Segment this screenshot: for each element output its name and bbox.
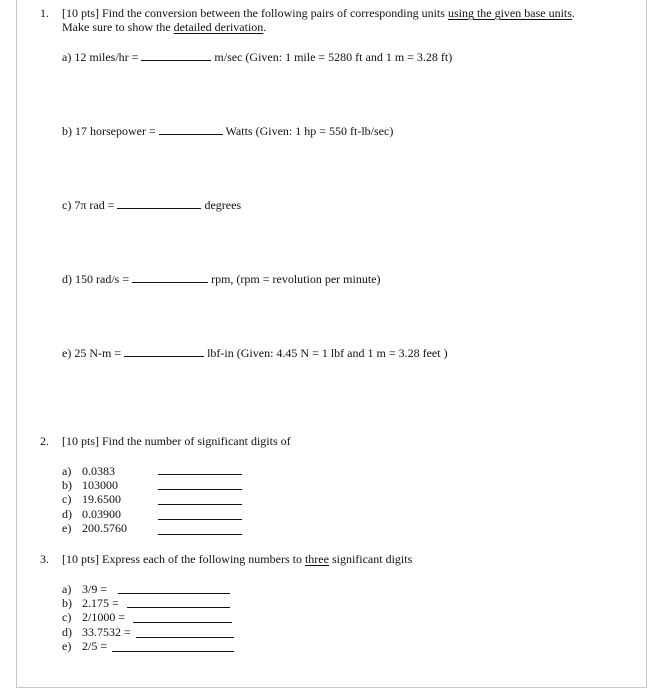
question-1-intro-text: [10 pts] Find the conversion between the following pairs of corresponding units bbox=[62, 6, 445, 20]
question-1-line2 bbox=[62, 20, 266, 34]
question-3-intro-underlined: three bbox=[304, 552, 329, 566]
q3-answer-line-e[interactable] bbox=[112, 651, 234, 652]
q2-answer-line-e[interactable] bbox=[158, 534, 242, 535]
question-1-line2-end: . bbox=[263, 20, 267, 34]
q2-item-c-value: 19.6500 bbox=[82, 492, 121, 506]
q1-item-b-blank[interactable] bbox=[159, 124, 223, 135]
q2-item-d bbox=[62, 507, 121, 521]
question-1-number: 1. bbox=[40, 6, 49, 20]
q3-item-d-label: d) bbox=[62, 625, 72, 639]
q1-item-c-lhs: c) 7π rad = bbox=[62, 198, 115, 212]
q3-item-e-label: e) bbox=[62, 639, 72, 653]
q3-item-d bbox=[62, 625, 131, 639]
q2-item-b bbox=[62, 478, 118, 492]
q3-item-c-label: c) bbox=[62, 610, 72, 624]
q1-item-d bbox=[62, 272, 381, 286]
q2-item-e bbox=[62, 521, 127, 535]
question-1-intro-underlined: using the given base units bbox=[447, 6, 572, 20]
q2-answer-line-c[interactable] bbox=[158, 504, 242, 505]
q1-item-b-rhs: Watts (Given: 1 hp = 550 ft-lb/sec) bbox=[225, 124, 394, 138]
q1-item-b-lhs: b) 17 horsepower = bbox=[62, 124, 156, 138]
page-frame bbox=[16, 0, 647, 688]
q2-item-b-label: b) bbox=[62, 478, 72, 492]
q2-item-a bbox=[62, 464, 115, 478]
question-2-intro: [10 pts] Find the number of significant digits of bbox=[62, 434, 291, 448]
question-1-intro-end: . bbox=[571, 6, 575, 20]
question-1-intro bbox=[62, 6, 575, 20]
q3-answer-line-d[interactable] bbox=[136, 637, 234, 638]
q3-item-a bbox=[62, 582, 107, 596]
q1-item-d-blank[interactable] bbox=[132, 272, 208, 283]
q1-item-a-blank[interactable] bbox=[141, 50, 211, 61]
q3-item-c bbox=[62, 610, 125, 624]
q1-item-e bbox=[62, 346, 448, 360]
question-3-intro bbox=[62, 552, 412, 566]
q3-item-d-value: 33.7532 = bbox=[82, 625, 131, 639]
q3-answer-line-c[interactable] bbox=[133, 622, 232, 623]
q1-item-e-lhs: e) 25 N-m = bbox=[62, 346, 122, 360]
q2-item-c-label: c) bbox=[62, 492, 72, 506]
q3-item-c-value: 2/1000 = bbox=[82, 610, 126, 624]
question-3-number: 3. bbox=[40, 552, 49, 566]
q1-item-b bbox=[62, 124, 393, 138]
q2-item-b-value: 103000 bbox=[82, 478, 118, 492]
q3-item-a-label: a) bbox=[62, 582, 72, 596]
q2-item-d-value: 0.03900 bbox=[82, 507, 121, 521]
q2-answer-line-b[interactable] bbox=[158, 489, 242, 490]
q2-answer-line-d[interactable] bbox=[158, 519, 242, 520]
q1-item-a-rhs: m/sec (Given: 1 mile = 5280 ft and 1 m = 3.28 ft) bbox=[214, 50, 453, 64]
q1-item-e-blank[interactable] bbox=[124, 346, 204, 357]
q3-answer-line-b[interactable] bbox=[127, 607, 230, 608]
q1-item-a-lhs: a) 12 miles/hr = bbox=[62, 50, 139, 64]
q3-item-e-value: 2/5 = bbox=[82, 639, 108, 653]
q1-item-e-rhs: lbf-in (Given: 4.45 N = 1 lbf and 1 m = 3.28 feet ) bbox=[207, 346, 448, 360]
q1-item-d-rhs: rpm, (rpm = revolution per minute) bbox=[211, 272, 381, 286]
q2-item-e-label: e) bbox=[62, 521, 72, 535]
q3-item-a-value: 3/9 = bbox=[82, 582, 108, 596]
q1-item-c-blank[interactable] bbox=[117, 198, 201, 209]
q2-item-c bbox=[62, 492, 121, 506]
q3-item-e bbox=[62, 639, 107, 653]
question-1-line2-text: Make sure to show the bbox=[62, 20, 171, 34]
q2-answer-line-a[interactable] bbox=[158, 474, 242, 475]
q1-item-c bbox=[62, 198, 241, 212]
question-3-intro-text: [10 pts] Express each of the following numbers to bbox=[62, 552, 302, 566]
q1-item-a bbox=[62, 50, 452, 64]
question-2-number: 2. bbox=[40, 434, 49, 448]
q1-item-c-rhs: degrees bbox=[204, 198, 242, 212]
question-1-line2-underlined: detailed derivation bbox=[173, 20, 264, 34]
q3-item-b-label: b) bbox=[62, 596, 72, 610]
q3-item-b bbox=[62, 596, 119, 610]
q2-item-a-value: 0.0383 bbox=[82, 464, 115, 478]
question-3-intro-end: significant digits bbox=[331, 552, 413, 566]
q2-item-e-value: 200.5760 bbox=[82, 521, 127, 535]
q3-item-b-value: 2.175 = bbox=[82, 596, 119, 610]
q3-answer-line-a[interactable] bbox=[118, 593, 230, 594]
q2-item-d-label: d) bbox=[62, 507, 72, 521]
q1-item-d-lhs: d) 150 rad/s = bbox=[62, 272, 130, 286]
q2-item-a-label: a) bbox=[62, 464, 72, 478]
